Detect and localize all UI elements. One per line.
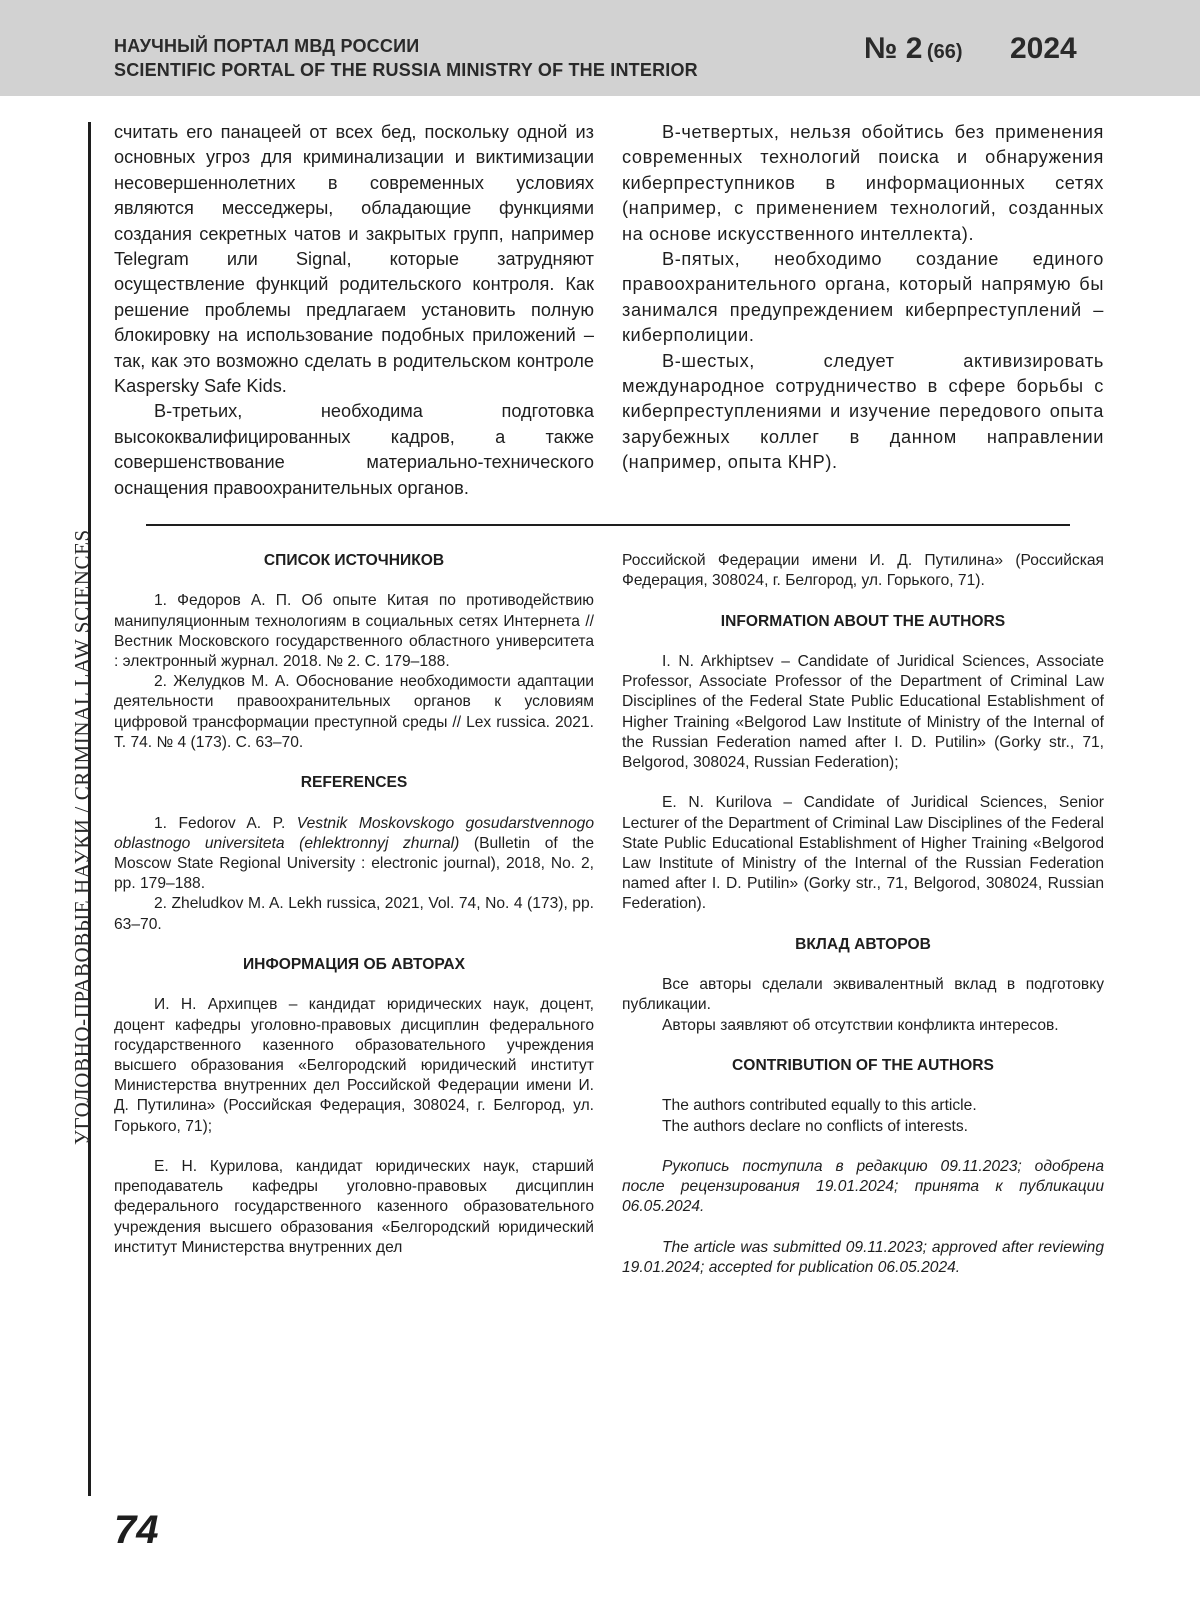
authors-ru-heading: ИНФОРМАЦИЯ ОБ АВТОРАХ [242,956,466,973]
section-divider [146,524,1070,526]
section-side-title: УГОЛОВНО-ПРАВОВЫЕ НАУКИ / CRIMINAL LAW SCIENCES [70,529,94,1145]
issue-total: (66) [926,41,963,63]
issue-no: № 2 [864,32,923,65]
journal-title-en: SCIENTIFIC PORTAL OF THE RUSSIA MINISTRY OF THE INTERIOR [114,60,698,80]
sources-heading: СПИСОК ИСТОЧНИКОВ [263,552,445,569]
source-item: 1. Федоров А. П. Об опыте Китая по противодействию манипуляционным технологиям в социальных сетях Интернета // Вестник Московского государственного областного университета : электронный журнал. 2018. № 2. С. 179–188. [114,592,594,670]
journal-title-ru: НАУЧНЫЙ ПОРТАЛ МВД РОССИИ [114,36,420,56]
body-paragraph: В-третьих, необходима подготовка высококвалифицированных кадров, а также совершенствование материально-технического оснащения правоохранительных органов. [114,401,594,498]
author-info: E. N. Kurilova – Candidate of Juridical Sciences, Senior Lecturer of the Department of Criminal Law Disciplines of the Federal State Public Educational Establishment of Higher Training «Belgorod Law Institute of Ministry of the Internal of the Russian Federation named after I. D. Putilin» (Gorky str., 71, Belgorod, 308024, Russian Federation). [622,794,1104,913]
contribution-ru-heading: ВКЛАД АВТОРОВ [795,935,931,953]
body-column-left [114,120,594,501]
contribution-en-heading: CONTRIBUTION OF THE AUTHORS [732,1056,994,1074]
conflict-text: The authors declare no conflicts of interests. [662,1117,968,1135]
contribution-text: Все авторы сделали эквивалентный вклад в подготовку публикации. [622,976,1104,1014]
body-paragraph: В-четвертых, нельзя обойтись без применения современных технологий поиска и обнаружения киберпреступников в информационных сетях (например, с применением технологий, созданных на основе искусственного интеллекта). [622,122,1104,244]
body-paragraph: считать его панацеей от всех бед, поскольку одной из основных угроз для криминализации и виктимизации несовершеннолетних в современных условиях являются месседжеры, обладающие функциями создания секретных чатов и закрытых групп, например Telegram или Signal, которые затрудняют осуществление функций родительского контроля. Как решение проблемы предлагаем установить полную блокировку на использование подобных приложений – так, как это возможно сделать в родительском контроле Kaspersky Safe Kids. [114,122,594,397]
authors-en-heading: INFORMATION ABOUT THE AUTHORS [720,612,1006,630]
author-info: Е. Н. Курилова, кандидат юридических наук, старший преподаватель кафедры уголовно-правовых дисциплин федерального государственного казенного образовательного учреждения высшего образования «Белгородский юридический институт Министерства внутренних дел [114,1158,594,1256]
submission-dates-en: The article was submitted 09.11.2023; approved after reviewing 19.01.2024; accepted for publication 06.05.2024. [622,1238,1104,1276]
page-number: 74 [114,1508,159,1552]
submission-dates-ru: Рукопись поступила в редакцию 09.11.2023; одобрена после рецензирования 19.01.2024; принята к публикации 06.05.2024. [622,1157,1104,1216]
reference-details: (Bulletin of the Moscow State Regional University : electronic journal), 2018, No. 2, pp. 179–188. [114,834,594,893]
journal-header [0,0,1200,96]
contribution-text: The authors contributed equally to this article. [662,1097,977,1115]
author-info: И. Н. Архипцев – кандидат юридических наук, доцент, доцент кафедры уголовно-правовых дисциплин федерального государственного казенного образовательного учреждения высшего образования «Белгородский юридический институт Министерства внутренних дел Российской Федерации имени И. Д. Путилина» (Российская Федерация, 308024, г. Белгород, ул. Горького, 71); [114,996,594,1135]
reference-journal: Vestnik Moskovskogo gosudarstvennogo oblastnogo universiteta (ehlektronnyj zhurnal) [114,814,594,852]
back-matter-right [622,551,1104,1278]
back-matter-left [114,551,594,1258]
references-heading: REFERENCES [300,774,408,792]
reference-item [114,814,594,895]
body-column-right [622,120,1104,476]
author-info: I. N. Arkhiptsev – Candidate of Juridical Sciences, Associate Professor, Associate Professor of the Department of Criminal Law Disciplines of the Federal State Public Educational Establishment of Higher Training «Belgorod Law Institute of Ministry of the Internal of the Russian Federation named after I. D. Putilin» (Gorky str., 71, Belgorod, 308024, Russian Federation); [622,652,1104,771]
reference-item: 2. Zheludkov M. A. Lekh russica, 2021, Vol. 74, No. 4 (173), pp. 63–70. [114,895,594,933]
issue-year: 2024 [1010,32,1077,65]
reference-author: 1. Fedorov A. P. [154,814,286,832]
body-paragraph: В-пятых, необходимо создание единого правоохранительного органа, который напрямую бы занимался предупреждением киберпреступлений – киберполиции. [622,249,1104,346]
source-item: 2. Желудков М. А. Обоснование необходимости адаптации деятельности правоохранительных органов к условиям цифровой трансформации преступной среды // Lex russica. 2021. Т. 74. № 4 (173). С. 63–70. [114,673,594,751]
conflict-text: Авторы заявляют об отсутствии конфликта интересов. [662,1016,1059,1034]
author-info-continued: Российской Федерации имени И. Д. Путилина» (Российская Федерация, 308024, г. Белгород, ул. Горького, 71). [622,552,1104,590]
issue-number [864,32,963,66]
body-paragraph: В-шестых, следует активизировать международное сотрудничество в сфере борьбы с киберпреступлениями и изучение передового опыта зарубежных коллег в данном направлении (например, опыта КНР). [622,350,1104,473]
